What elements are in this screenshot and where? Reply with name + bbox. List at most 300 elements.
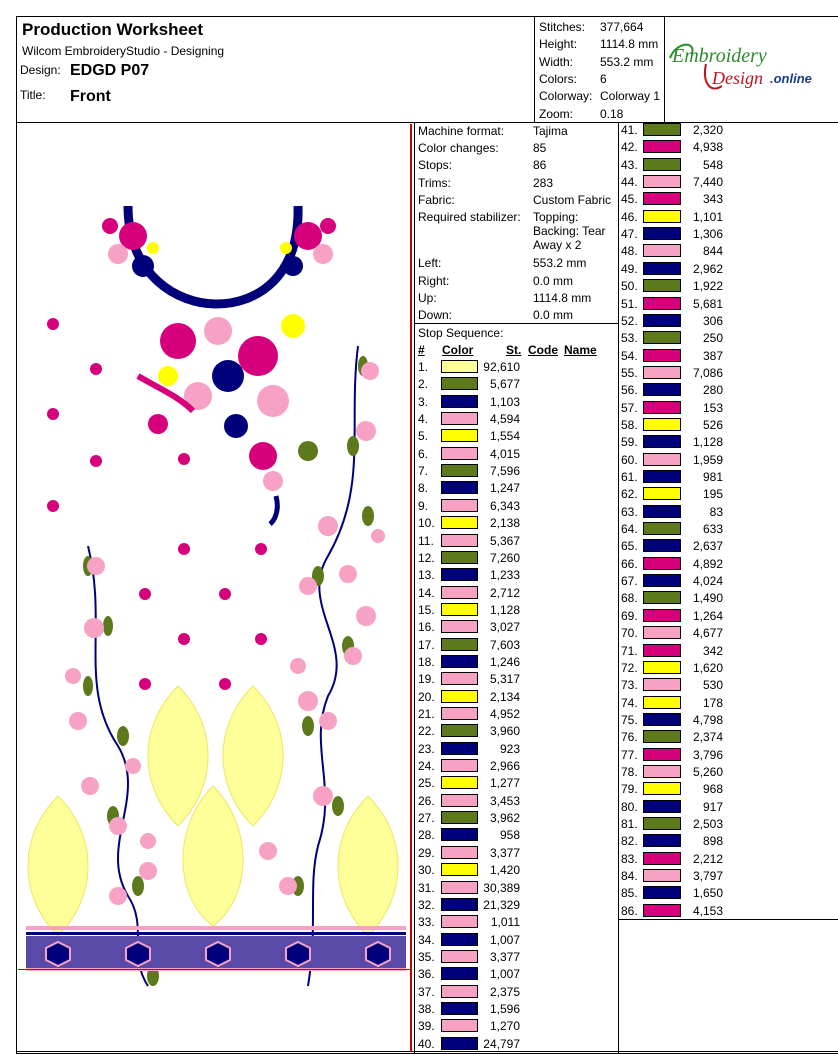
stop-row — [418, 793, 528, 810]
neckline-arc — [128, 206, 298, 304]
color-swatch — [643, 886, 681, 899]
stop-row — [418, 1018, 528, 1035]
stop-row — [621, 677, 831, 694]
stop-row — [418, 845, 528, 862]
stop-number: 71. — [621, 643, 638, 658]
stop-number: 32. — [418, 897, 435, 912]
stop-number: 18. — [418, 654, 435, 669]
stop-row — [418, 897, 528, 914]
seq-header-color: Color — [442, 343, 474, 357]
color-swatch — [441, 360, 478, 373]
color-swatch — [643, 175, 681, 188]
stitch-count: 923 — [499, 741, 520, 756]
stop-number: 41. — [621, 123, 638, 137]
info-value: Custom Fabric — [533, 193, 612, 207]
stitch-count: 7,260 — [489, 550, 520, 565]
color-swatch — [441, 967, 478, 980]
color-swatch — [643, 435, 681, 448]
stitch-count: 30,389 — [483, 880, 520, 895]
stop-row — [621, 903, 831, 920]
stitch-count: 1,101 — [692, 209, 723, 224]
stitch-count: 5,317 — [489, 672, 520, 687]
stop-row — [621, 122, 831, 139]
color-swatch — [441, 377, 478, 390]
stitch-count: 1,596 — [489, 1001, 520, 1016]
color-swatch — [643, 244, 681, 257]
stitch-count: 917 — [702, 799, 723, 814]
stop-number: 36. — [418, 967, 435, 982]
stop-number: 20. — [418, 689, 435, 704]
stop-number: 61. — [621, 470, 638, 484]
stop-number: 80. — [621, 799, 638, 814]
stop-row — [621, 538, 831, 555]
stop-number: 31. — [418, 880, 435, 895]
info-label: Color changes: — [418, 141, 499, 155]
stop-row — [418, 758, 528, 775]
color-swatch — [643, 383, 681, 396]
color-swatch — [643, 210, 681, 223]
info-label: Right: — [418, 274, 450, 288]
color-swatch — [643, 140, 681, 153]
page-title: Production Worksheet — [22, 20, 204, 39]
color-swatch — [643, 591, 681, 604]
info-label: Machine format: — [418, 124, 505, 138]
embroidery-design-preview — [18, 126, 410, 1051]
stat-value: 0.18 — [600, 106, 624, 121]
stop-row — [418, 376, 528, 393]
stop-number: 50. — [621, 279, 638, 294]
color-swatch — [441, 447, 478, 460]
stop-row — [418, 1036, 528, 1053]
stitch-count: 1,128 — [489, 602, 520, 617]
stitch-count: 5,260 — [692, 764, 723, 779]
stitch-count: 530 — [702, 678, 723, 693]
stop-row — [621, 452, 831, 469]
color-swatch — [643, 852, 681, 865]
stitch-count: 24,797 — [483, 1036, 520, 1051]
stop-row — [418, 949, 528, 966]
stop-row — [621, 695, 831, 712]
stop-row — [621, 174, 831, 191]
stop-number: 30. — [418, 863, 435, 878]
stop-sequence-title: Stop Sequence: — [418, 326, 504, 340]
stop-row — [418, 984, 528, 1001]
color-swatch — [441, 759, 478, 772]
stop-number: 86. — [621, 903, 638, 918]
stop-row — [621, 573, 831, 590]
color-swatch — [441, 811, 478, 824]
color-swatch — [643, 522, 681, 535]
stop-number: 77. — [621, 747, 638, 762]
color-swatch — [643, 869, 681, 882]
stop-number: 76. — [621, 730, 638, 745]
stitch-count: 1,270 — [489, 1019, 520, 1034]
stop-number: 7. — [418, 464, 429, 479]
stop-number: 6. — [418, 446, 429, 461]
stitch-count: 21,329 — [483, 897, 520, 912]
color-swatch — [441, 551, 478, 564]
info-value: 0.0 mm — [533, 274, 574, 288]
stitch-count: 2,320 — [692, 123, 723, 137]
stop-number: 81. — [621, 817, 638, 831]
stop-number: 38. — [418, 1001, 435, 1016]
stop-row — [621, 261, 831, 278]
stitch-count: 968 — [702, 782, 723, 797]
color-swatch — [441, 690, 478, 703]
stop-row — [621, 296, 831, 313]
stop-row — [621, 885, 831, 902]
stop-row — [418, 723, 528, 740]
stitch-count: 5,681 — [692, 296, 723, 311]
stop-number: 69. — [621, 608, 638, 623]
stitch-count: 5,367 — [489, 533, 520, 548]
color-swatch — [441, 863, 478, 876]
stop-number: 33. — [418, 915, 435, 930]
stop-number: 66. — [621, 556, 638, 571]
stitch-count: 2,503 — [692, 817, 723, 831]
stop-number: 23. — [418, 741, 435, 756]
color-swatch — [643, 158, 681, 171]
color-swatch — [643, 262, 681, 275]
stop-row — [621, 729, 831, 746]
stats-divider — [534, 16, 535, 122]
stop-number: 56. — [621, 383, 638, 398]
stop-row — [621, 330, 831, 347]
color-swatch — [643, 661, 681, 674]
stop-number: 22. — [418, 724, 435, 739]
stitch-count: 5,677 — [489, 377, 520, 392]
stop-number: 46. — [621, 209, 638, 224]
stitch-count: 1,246 — [489, 654, 520, 669]
stop-number: 64. — [621, 522, 638, 537]
design-value: EDGD P07 — [70, 62, 150, 79]
stop-row — [621, 348, 831, 365]
stitch-count: 7,086 — [692, 365, 723, 380]
color-swatch — [441, 776, 478, 789]
stop-number: 12. — [418, 550, 435, 565]
info-value: 0.0 mm — [533, 308, 574, 322]
stop-number: 60. — [621, 452, 638, 467]
stop-row — [621, 504, 831, 521]
stop-row — [418, 515, 528, 532]
color-swatch — [643, 401, 681, 414]
color-swatch — [643, 314, 681, 327]
stop-number: 58. — [621, 417, 638, 432]
color-swatch — [441, 707, 478, 720]
stop-row — [418, 671, 528, 688]
stop-number: 47. — [621, 227, 638, 242]
stitch-count: 4,938 — [692, 140, 723, 155]
stop-number: 44. — [621, 175, 638, 190]
stop-number: 42. — [621, 140, 638, 155]
stop-row — [621, 625, 831, 642]
color-swatch — [441, 881, 478, 894]
stop-row — [621, 400, 831, 417]
stop-number: 52. — [621, 313, 638, 328]
stop-number: 9. — [418, 498, 429, 513]
stat-value: Colorway 1 — [600, 89, 661, 104]
title-label: Title: — [20, 88, 46, 102]
stop-row — [621, 833, 831, 850]
color-swatch — [643, 782, 681, 795]
stitch-count: 7,603 — [489, 637, 520, 652]
stitch-count: 4,892 — [692, 556, 723, 571]
stop-number: 15. — [418, 602, 435, 617]
seq-header-code: Code — [528, 343, 558, 357]
stop-number: 17. — [418, 637, 435, 652]
color-swatch — [441, 794, 478, 807]
color-swatch — [643, 626, 681, 639]
color-swatch — [441, 655, 478, 668]
stop-row — [418, 932, 528, 949]
color-swatch — [441, 429, 478, 442]
stop-row — [621, 816, 831, 833]
stop-number: 57. — [621, 400, 638, 415]
stop-row — [621, 365, 831, 382]
stop-number: 39. — [418, 1019, 435, 1034]
seq-header-st: St. — [506, 343, 522, 357]
stop-row — [621, 781, 831, 798]
stitch-count: 2,966 — [489, 759, 520, 774]
stop-row — [418, 411, 528, 428]
color-swatch — [441, 620, 478, 633]
stop-row — [621, 417, 831, 434]
stop-number: 4. — [418, 412, 429, 427]
stop-number: 83. — [621, 851, 638, 866]
stop-number: 19. — [418, 672, 435, 687]
stitch-count: 3,453 — [489, 793, 520, 808]
stitch-count: 1,490 — [692, 591, 723, 606]
stop-row — [621, 157, 831, 174]
stop-row — [418, 567, 528, 584]
color-swatch — [441, 672, 478, 685]
color-swatch — [441, 638, 478, 651]
stop-number: 72. — [621, 660, 638, 675]
stop-row — [621, 556, 831, 573]
color-swatch — [441, 742, 478, 755]
stitch-count: 3,377 — [489, 845, 520, 860]
stitch-count: 4,024 — [692, 574, 723, 589]
stop-number: 29. — [418, 845, 435, 860]
stop-number: 54. — [621, 348, 638, 363]
stitch-count: 844 — [702, 244, 723, 259]
stop-number: 8. — [418, 481, 429, 496]
stitch-count: 1,620 — [692, 660, 723, 675]
stop-number: 59. — [621, 435, 638, 450]
stitch-count: 2,374 — [692, 730, 723, 745]
color-swatch — [441, 1002, 478, 1015]
stop-row — [418, 463, 528, 480]
info-value: Topping: Backing: Tear Away x 2 — [533, 210, 606, 252]
stop-row — [418, 880, 528, 897]
stop-row — [418, 706, 528, 723]
stitch-count: 343 — [702, 192, 723, 207]
info-label: Left: — [418, 256, 442, 270]
stop-number: 37. — [418, 984, 435, 999]
stop-number: 48. — [621, 244, 638, 259]
stitch-count: 4,677 — [692, 626, 723, 641]
stop-number: 67. — [621, 574, 638, 589]
stop-row — [621, 209, 831, 226]
color-swatch — [643, 487, 681, 500]
stop-row — [418, 585, 528, 602]
stop-number: 35. — [418, 949, 435, 964]
stop-number: 3. — [418, 394, 429, 409]
stop-row — [621, 139, 831, 156]
stop-row — [621, 486, 831, 503]
border-top-pink — [26, 926, 406, 930]
stat-label: Zoom: — [539, 106, 574, 121]
stitch-count: 2,637 — [692, 539, 723, 554]
logo-word-1: Embroidery — [672, 45, 767, 67]
stop-number: 85. — [621, 886, 638, 901]
info-label: Up: — [418, 291, 437, 305]
stop-row — [418, 966, 528, 983]
color-swatch — [643, 557, 681, 570]
info-value: 1114.8 mm — [533, 291, 592, 305]
color-swatch — [643, 349, 681, 362]
color-swatch — [643, 730, 681, 743]
stitch-count: 3,027 — [489, 620, 520, 635]
stop-number: 63. — [621, 504, 638, 519]
stop-row — [621, 868, 831, 885]
stitch-count: 1,103 — [489, 394, 520, 409]
design-label: Design: — [20, 63, 61, 77]
stitch-count: 1,247 — [489, 481, 520, 496]
stitch-count: 548 — [702, 157, 723, 172]
stitch-count: 1,007 — [489, 932, 520, 947]
stitch-count: 2,138 — [489, 516, 520, 531]
stitch-count: 2,962 — [692, 261, 723, 276]
stop-row — [418, 775, 528, 792]
logo-suffix: .online — [770, 71, 812, 86]
seq-header-num: # — [418, 343, 425, 357]
stop-row — [621, 747, 831, 764]
stop-row — [621, 660, 831, 677]
stitch-count: 2,712 — [489, 585, 520, 600]
stat-value: 553.2 mm — [600, 54, 654, 69]
stitch-count: 195 — [702, 487, 723, 502]
stitch-count: 3,962 — [489, 811, 520, 826]
color-swatch — [441, 933, 478, 946]
stop-row — [418, 810, 528, 827]
stitch-count: 306 — [702, 313, 723, 328]
stop-row — [418, 480, 528, 497]
stop-number: 74. — [621, 695, 638, 710]
stitch-count: 633 — [702, 522, 723, 537]
stop-number: 84. — [621, 869, 638, 884]
color-swatch — [441, 846, 478, 859]
stitch-count: 2,212 — [692, 851, 723, 866]
stitch-count: 387 — [702, 348, 723, 363]
color-swatch — [643, 470, 681, 483]
stop-number: 62. — [621, 487, 638, 502]
neck-right-flowers — [280, 218, 336, 276]
stitch-count: 981 — [702, 470, 723, 484]
stop-number: 82. — [621, 834, 638, 849]
color-swatch — [441, 985, 478, 998]
stop-row — [621, 469, 831, 486]
stitch-count: 1,922 — [692, 279, 723, 294]
stop-number: 2. — [418, 377, 429, 392]
stitch-count: 1,959 — [692, 452, 723, 467]
stop-number: 24. — [418, 759, 435, 774]
stop-number: 1. — [418, 360, 429, 374]
border-top-navy — [26, 932, 406, 935]
stop-row — [621, 712, 831, 729]
stitch-count: 1,264 — [692, 608, 723, 623]
stitch-count: 898 — [702, 834, 723, 849]
stat-label: Width: — [539, 54, 574, 69]
color-swatch — [643, 644, 681, 657]
stitch-count: 526 — [702, 417, 723, 432]
stop-row — [418, 689, 528, 706]
stop-number: 65. — [621, 539, 638, 554]
stitch-count: 4,798 — [692, 712, 723, 727]
color-swatch — [441, 499, 478, 512]
color-swatch — [643, 297, 681, 310]
stop-row — [621, 278, 831, 295]
stop-number: 45. — [621, 192, 638, 207]
stop-row — [621, 313, 831, 330]
logo-word-2: Design — [712, 68, 763, 88]
stitch-count: 7,596 — [489, 464, 520, 479]
stop-row — [418, 446, 528, 463]
color-swatch — [441, 603, 478, 616]
color-swatch — [643, 834, 681, 847]
color-swatch — [643, 609, 681, 622]
stop-number: 53. — [621, 331, 638, 346]
stitch-count: 3,377 — [489, 949, 520, 964]
stitch-count: 4,952 — [489, 707, 520, 721]
stitch-count: 3,960 — [489, 724, 520, 739]
color-swatch — [643, 817, 681, 830]
stitch-count: 1,277 — [489, 776, 520, 791]
stop-row — [621, 382, 831, 399]
stop-number: 55. — [621, 365, 638, 380]
color-swatch — [441, 586, 478, 599]
stitch-count: 1,007 — [489, 967, 520, 982]
stitch-count: 4,015 — [489, 446, 520, 461]
stop-row — [621, 764, 831, 781]
color-swatch — [643, 678, 681, 691]
stop-number: 5. — [418, 429, 429, 444]
info-value: 553.2 mm — [533, 256, 587, 270]
logo-divider — [664, 16, 665, 122]
color-swatch — [441, 828, 478, 841]
stop-row — [418, 359, 528, 376]
color-swatch — [643, 748, 681, 761]
color-swatch — [643, 192, 681, 205]
stop-number: 27. — [418, 811, 435, 826]
stop-number: 11. — [418, 533, 434, 548]
column-divider — [618, 122, 619, 1054]
stat-label: Colorway: — [539, 89, 593, 104]
stop-row — [621, 590, 831, 607]
horizontal-ruler — [18, 969, 412, 970]
stitch-count: 3,797 — [692, 869, 723, 884]
stop-number: 34. — [418, 932, 435, 947]
color-swatch — [441, 915, 478, 928]
title-value: Front — [70, 88, 111, 105]
stop-number: 79. — [621, 782, 638, 797]
info-label: Required stabilizer: — [418, 210, 521, 224]
stop-row — [621, 643, 831, 660]
info-value: 283 — [533, 176, 554, 190]
stitch-count: 2,134 — [489, 689, 520, 704]
color-swatch — [643, 800, 681, 813]
stitch-count: 1,420 — [489, 863, 520, 878]
